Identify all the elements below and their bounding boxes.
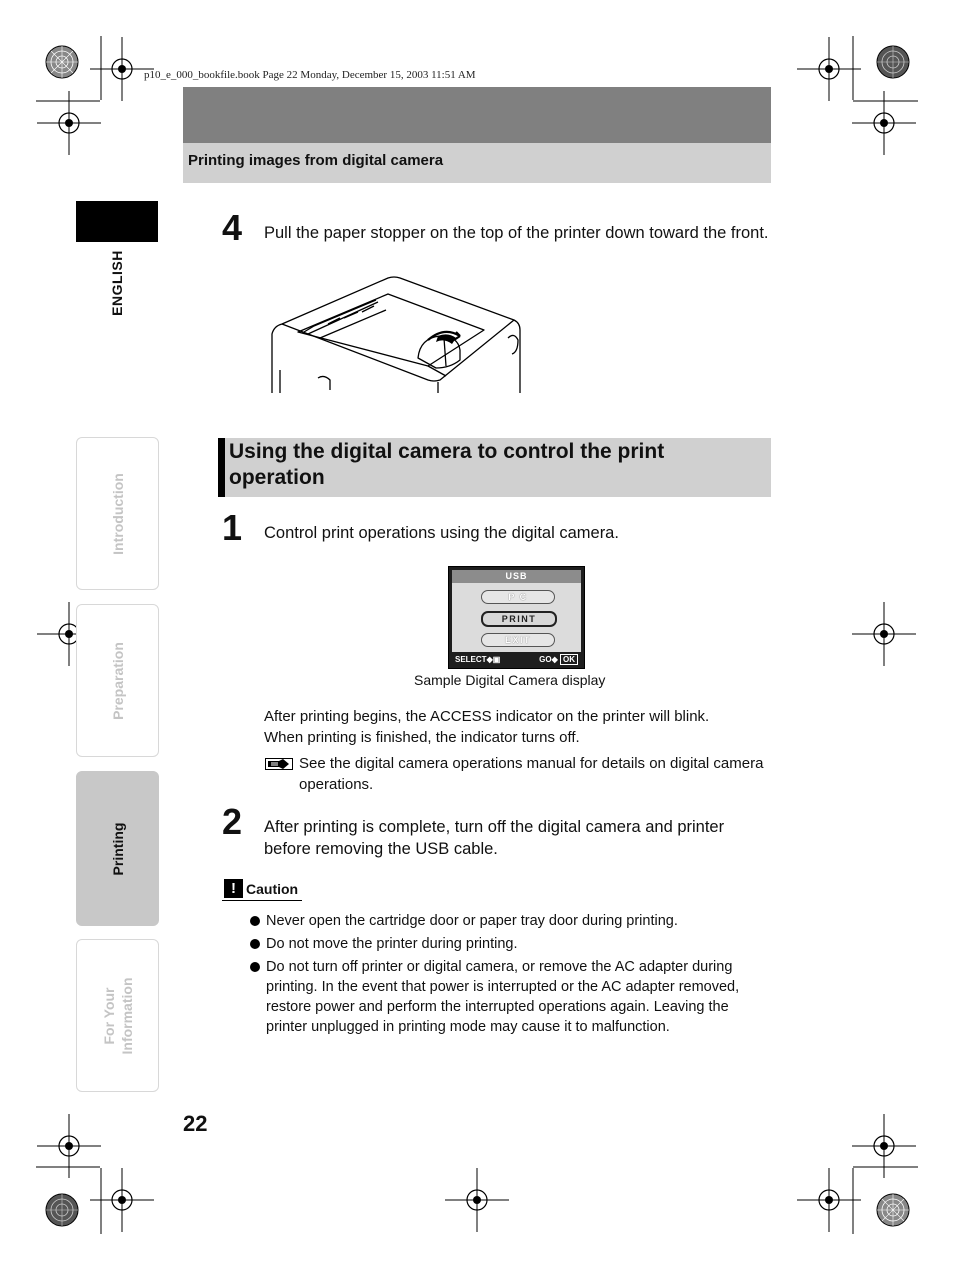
camera-ok-label: OK [560, 654, 578, 665]
reference-note: See the digital camera operations manual for details on digital camera operations. [299, 755, 764, 793]
registration-mark [852, 91, 916, 155]
caution-underline [222, 900, 302, 901]
tab-information-label [100, 977, 136, 1054]
printer-illustration [268, 274, 524, 396]
registration-mark [852, 602, 916, 666]
caution-item [250, 911, 770, 931]
color-rosette [45, 45, 79, 79]
section-heading-accent [218, 438, 225, 497]
camera-select-label: SELECT [455, 655, 487, 664]
step-4-text: Pull the paper stopper on the top of the printer down toward the front. [264, 224, 769, 242]
tab-preparation[interactable] [76, 604, 159, 757]
camera-option-pc: P C [481, 590, 555, 604]
camera-option-print: PRINT [481, 611, 557, 627]
go-arrow-icon: ◆ [551, 655, 560, 664]
tab-printing-label: Printing [109, 822, 126, 875]
bullet-icon [250, 916, 260, 926]
caution-item-text: Do not turn off printer or digital camera, or remove the AC adapter during printing. In the event that power is interrupted or the AC adapter removed, restore power and perform the interrupted operations again. Leaving the printer unplugged in printing mode may cause it to malfunction. [266, 959, 740, 1035]
tab-introduction[interactable] [76, 437, 159, 590]
camera-screen-footer [453, 654, 580, 666]
caution-item-text: Do not move the printer during printing. [266, 936, 518, 952]
registration-mark [445, 1168, 509, 1232]
camera-option-exit: EXIT [481, 633, 555, 647]
color-rosette [45, 1193, 79, 1227]
color-rosette [876, 45, 910, 79]
camera-display-image [448, 566, 585, 669]
caution-item-text: Never open the cartridge door or paper tray door during printing. [266, 913, 678, 929]
bullet-icon [250, 962, 260, 972]
registration-mark [852, 1114, 916, 1178]
step-2-text: After printing is complete, turn off the digital camera and printer before removing the USB cable. [264, 818, 725, 858]
language-marker [76, 201, 158, 242]
caution-item [250, 934, 770, 954]
language-label: ENGLISH [109, 250, 125, 316]
tab-introduction-label: Introduction [109, 472, 126, 555]
file-info-line: p10_e_000_bookfile.book Page 22 Monday, December 15, 2003 11:51 AM [144, 69, 476, 81]
step-2-number: 2 [222, 801, 243, 842]
step-4-number: 4 [222, 207, 243, 248]
color-rosette [876, 1193, 910, 1227]
camera-screen [452, 570, 581, 652]
registration-mark [37, 91, 101, 155]
caution-item [250, 957, 770, 1037]
tab-preparation-label: Preparation [109, 641, 126, 720]
caution-icon: ! [224, 879, 243, 898]
tab-information-line1: For Your [100, 986, 117, 1045]
reference-hand-icon [265, 757, 293, 771]
bullet-icon [250, 939, 260, 949]
camera-go-label: GO [539, 655, 552, 664]
section-heading-title: Using the digital camera to control the print operation [229, 440, 665, 489]
camera-display-caption: Sample Digital Camera display [414, 672, 606, 688]
page-number: 22 [183, 1111, 208, 1136]
info-line-1: After printing begins, the ACCESS indicator on the printer will blink. [264, 708, 710, 725]
select-dial-icon: ◆▣ [486, 655, 501, 664]
tab-for-your-information[interactable] [76, 939, 159, 1092]
header-band [183, 87, 771, 143]
registration-mark [797, 1168, 861, 1232]
tab-printing[interactable] [76, 771, 159, 926]
tab-information-line2: Information [118, 977, 135, 1054]
caution-label: Caution [246, 881, 299, 897]
step-1-number: 1 [222, 507, 243, 548]
step-1-text: Control print operations using the digital camera. [264, 524, 619, 542]
header-title: Printing images from digital camera [188, 152, 444, 169]
info-line-2: When printing is finished, the indicator turns off. [264, 729, 580, 746]
camera-screen-title: USB [452, 570, 581, 583]
registration-mark [90, 1168, 154, 1232]
